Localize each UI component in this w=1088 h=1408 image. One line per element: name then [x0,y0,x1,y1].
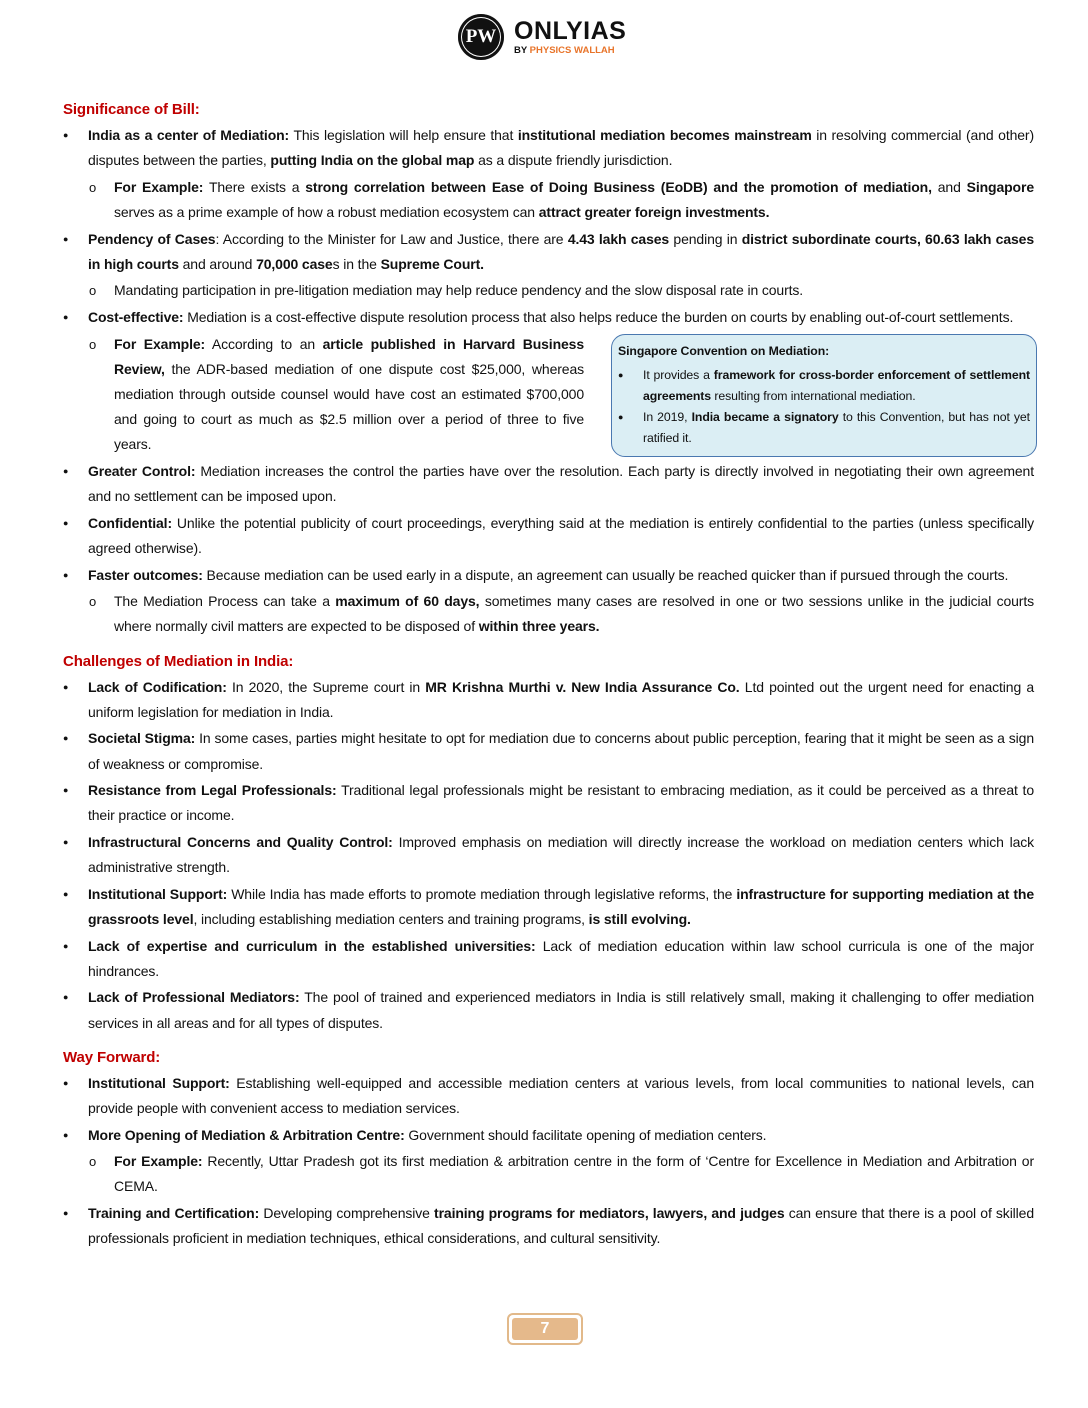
bold-text: within three years. [478,618,600,635]
item-text [88,782,1034,823]
bold-text: Societal Stigma: [88,730,196,747]
bold-text: MR Krishna Murthi v. New India Assurance Co. [425,678,740,695]
text-run: Mandating participation in pre-litigation mediation may help reduce pendency and the slow disposal rate in courts. [114,282,804,299]
bullet-dot-icon: ● [63,465,69,476]
brand-by: BY [514,44,530,56]
item-text [114,593,1034,634]
text-run: There exists a [203,178,306,195]
bold-text: Lack of expertise and curriculum in the established universities: [88,937,536,954]
bold-text: attract greater foreign investments. [538,204,770,220]
bold-text: Resistance from Legal Professionals: [88,782,337,799]
bold-text: framework for cross-border enforcement of settlement agreements [643,367,1030,403]
text-run: According to an [205,335,323,352]
callout-item [618,407,1030,449]
sub-bullet-item [63,278,1034,303]
text-run: In 2020, the Supreme court in [226,678,426,695]
item-text [88,938,1034,979]
bullet-item [63,227,1034,277]
text-run: Mediation increases the control the parties have over the resolution. Each party is directly involved in negotiating their own agreement and no settlement can be imposed upon. [88,462,1034,505]
item-text [88,463,1034,504]
text-run: Lack of mediation education within law school curricula is one of the major hindrances. [88,937,1034,979]
bold-text: infrastructure for supporting mediation at the grassroots level [88,885,1034,927]
bullet-dot-icon: ● [63,785,69,796]
bullet-item [63,778,1034,828]
text-run: resulting from international mediation. [711,388,916,403]
bullet-dot-icon: ● [63,940,69,951]
bullet-item [63,985,1034,1035]
bold-text: Confidential: [88,514,172,531]
text-run: It provides a [643,367,714,382]
bullet-item [63,1123,1034,1148]
text-run: can ensure that there is a pool of skilled professionals proficient in mediation techniques, ethical considerations, and cultural sensitivity. [88,1204,1034,1247]
bullet-dot-icon: ● [63,130,69,140]
callout-title: Singapore Convention on Mediation: [618,343,830,358]
bold-text: For Example: [114,1153,203,1170]
bullet-circle-icon: o [89,594,97,610]
item-text [88,231,1034,272]
bold-text: 4.43 lakh cases [567,230,670,247]
item-text [114,282,803,298]
sub-bullet-item [63,1149,1034,1199]
bold-text: For Example: [114,335,206,352]
item-text [88,834,1034,875]
item-text [114,336,584,453]
text-run: Establishing well-equipped and accessible mediation centers at various levels, from local communities to national levels, can provide people with convenient access to mediation services. [88,1074,1034,1116]
bold-text: India as a center of Mediation: [88,127,290,143]
bullet-item [63,1071,1034,1121]
bold-text: putting India on the global map [270,152,475,169]
text-run: and around [178,255,257,272]
bullet-item [63,123,1034,173]
item-text [88,730,1034,771]
bold-text: India became a signatory [691,409,839,424]
bullet-dot-icon: ● [63,569,69,580]
bold-text: Cost-effective: [88,308,184,325]
text-run: the ADR-based mediation of one dispute cost $25,000, whereas mediation through outside counsel would have cost an estimated $700,000 and going to court as much as $2.5 million over a period of three to five years. [114,360,584,453]
bold-text: Infrastructural Concerns and Quality Control: [88,833,393,850]
item-text [114,179,1034,220]
bold-text: maximum of 60 days, [335,593,480,610]
item-text [88,567,1008,583]
text-run: Government should facilitate opening of mediation centers. [404,1126,767,1143]
bold-text: 70,000 case [256,255,333,272]
page-number-badge [507,1313,583,1345]
brand-sub: PHYSICS WALLAH [529,44,615,56]
text-run: to this Convention, but has not yet ratified it. [643,409,1030,445]
bullet-dot-icon: ● [63,233,69,244]
text-run: Improved emphasis on mediation will directly increase the workload on mediation centers which lack administrative strength. [88,833,1034,876]
item-text [88,1127,766,1143]
text-run: serves as a prime example of how a robust mediation ecosystem can [114,204,539,220]
sub-bullet-item [63,332,1034,458]
callout-item [618,365,1030,407]
text-run: Because mediation can be used early in a dispute, an agreement can usually be reached quicker than if pursued through the courts. [202,566,1009,583]
bullet-dot-icon: ● [63,1129,69,1140]
bold-text: article published in Harvard Business Review, [114,335,585,377]
text-run: Ltd pointed out the urgent need for enacting a uniform legislation for mediation in India. [88,678,1034,720]
text-run: Traditional legal professionals might be resistant to embracing mediation, as it could be perceived as a threat to their practice or income. [88,782,1034,824]
text-run: sometimes many cases are resolved in one or two sessions unlike in the judicial courts where normally civil matters are expected to be disposed of [114,593,1034,635]
bold-text: strong correlation between Ease of Doing Business (EoDB) and the promotion of mediation, [305,178,932,195]
bold-text: Pendency of Cases [88,230,216,247]
brand-subtitle [514,46,626,56]
pw-logo-mark: PW [458,14,504,60]
bullet-dot-icon: ● [63,888,69,899]
bullet-dot-icon: ● [63,517,69,528]
text-run: pending in [669,230,742,247]
text-run: The Mediation Process can take a [114,593,336,610]
bold-text: Singapore [966,178,1034,195]
bullet-dot-icon: ● [618,411,624,422]
bullet-dot-icon: ● [63,836,69,847]
text-run: In 2019, [643,409,692,424]
section-heading: Challenges of Mediation in India: [63,652,294,670]
text-run: : According to the Minister for Law and Justice, there are [215,230,568,247]
brand-name: ONLYIAS [514,16,627,45]
bullet-dot-icon: ● [63,681,69,692]
bold-text: Institutional Support: [88,1074,230,1091]
bold-text: Supreme Court. [380,255,484,272]
bold-text: institutional mediation becomes mainstream [517,127,812,143]
text-run: In some cases, parties might hesitate to opt for mediation due to concerns about public perception, fearing that it might be seen as a sign of weakness or compromise. [88,730,1034,772]
bullet-item [63,882,1034,932]
bullet-item [63,1201,1034,1251]
text-run: s in the [332,255,381,272]
item-text [88,127,1034,168]
section-heading: Way Forward: [63,1048,161,1066]
item-text [88,1075,1034,1116]
bold-text: More Opening of Mediation & Arbitration Centre: [88,1126,405,1143]
bold-text: For Example: [114,178,204,195]
text-run: The pool of trained and experienced mediators in India is still relatively small, making it challenging to offer mediation services in all areas and for all types of disputes. [88,989,1035,1031]
bullet-item [63,459,1034,509]
callout-box [611,334,1037,457]
sub-bullet-item [63,175,1034,225]
text-run: While India has made efforts to promote mediation through legislative reforms, the [227,885,737,902]
bold-text: Institutional Support: [88,885,228,902]
bullet-dot-icon: ● [63,1077,69,1088]
item-text [114,1153,1034,1194]
bullet-circle-icon: o [89,179,97,195]
text-run: This legislation will help ensure that [289,127,518,143]
text-run: Recently, Uttar Pradesh got its first mediation & arbitration centre in the form of ‘Centre for Excellence in Mediation and Arbitration or CEMA. [114,1153,1035,1195]
bullet-dot-icon: ● [618,369,624,380]
item-text [88,515,1034,556]
bullet-item [63,726,1034,776]
section-heading: Significance of Bill: [63,101,200,118]
bold-text: Training and Certification: [88,1204,260,1221]
bullet-item [63,675,1034,725]
bullet-dot-icon: ● [63,311,69,322]
text-run: , including establishing mediation centers and training programs, [193,910,589,927]
bullet-circle-icon: o [89,283,97,299]
bold-text: training programs for mediators, lawyers, and judges [434,1204,785,1221]
bold-text: is still evolving. [588,910,691,927]
item-text [88,679,1034,720]
bullet-item [63,934,1034,984]
sub-bullet-item [63,589,1034,639]
header-logo [458,14,626,60]
bullet-item [63,830,1034,880]
item-text [88,309,1013,325]
text-run: Unlike the potential publicity of court proceedings, everything said at the mediation is entirely confidential to the parties (unless specifically agreed otherwise). [88,514,1034,556]
bullet-circle-icon: o [89,1154,97,1170]
bullet-dot-icon: ● [63,733,69,744]
page-number: 7 [512,1318,578,1340]
bullet-dot-icon: ● [63,992,69,1003]
text-run: Developing comprehensive [259,1204,435,1221]
text-run: and [931,178,967,195]
bold-text: Faster outcomes: [88,566,203,583]
bullet-item [63,511,1034,561]
bullet-item [63,563,1034,588]
bullet-item [63,305,1034,330]
text-run: in resolving commercial (and other) disputes between the parties, [88,127,1034,169]
bold-text: Lack of Professional Mediators: [88,989,300,1006]
bullet-dot-icon: ● [63,1207,69,1218]
text-run: as a dispute friendly jurisdiction. [474,152,673,169]
document-body [63,97,1034,1253]
bold-text: Greater Control: [88,462,196,479]
item-text [88,989,1034,1030]
brand-logo [514,16,627,56]
bold-text: district subordinate courts, 60.63 lakh cases in high courts [88,230,1035,272]
item-text [88,886,1034,927]
bullet-circle-icon: o [89,336,97,352]
item-text [88,1205,1034,1246]
text-run: Mediation is a cost-effective dispute resolution process that also helps reduce the burden on courts by enabling out-of-court settlements. [183,308,1014,325]
bold-text: Lack of Codification: [88,678,227,695]
